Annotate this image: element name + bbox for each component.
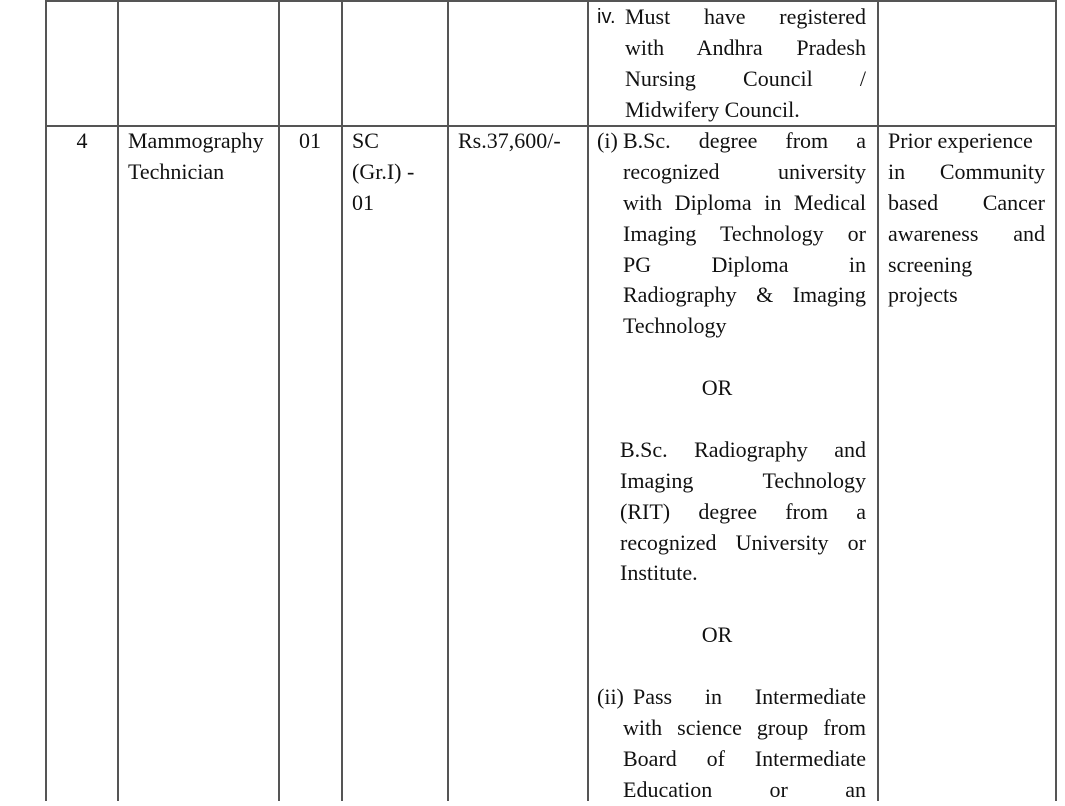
column-border [341,0,343,801]
text-line: PG Diploma in [623,251,866,277]
text-line: Prior experience [888,128,1033,153]
text-line: B.Sc. Radiography and [620,436,866,462]
experience-cell [888,126,1045,311]
post-name-line: Mammography [128,128,264,153]
list-marker: (i) [597,128,618,153]
post-name-line: Technician [128,158,225,184]
text-line: B.Sc. degree from a [623,128,866,153]
text-line: Imaging Technology or [623,220,866,246]
text-line: Board of Intermediate [623,745,866,771]
or-text: OR [701,622,733,648]
text-line: recognized University or [620,529,866,555]
text-line: based Cancer [888,189,1045,215]
reservation-cell [352,126,447,219]
reservation-line: 01 [352,189,374,215]
reservation-line: SC [352,128,379,153]
text-line: Education or an [623,776,866,802]
column-border [587,0,589,801]
list-marker: (ii) [597,684,624,710]
text-line: Radiography & Imaging [623,282,866,308]
text-line: Nursing Council / [625,65,866,91]
text-line: Institute. [620,560,698,586]
text-line: awareness and [888,220,1045,246]
text-line: (RIT) degree from a [620,498,866,524]
text-line: Midwifery Council. [625,96,800,122]
text-line: in Community [888,158,1045,184]
table-top-border [45,0,1056,2]
text-line: with science group from [623,714,866,740]
column-border [877,0,879,801]
column-border [278,0,280,801]
text-line: Imaging Technology [620,467,866,493]
column-border [45,0,47,801]
column-border [117,0,119,801]
post-name-cell [128,126,278,188]
text-line: Must have registered [625,4,866,29]
text-line: recognized university [623,158,866,184]
column-border [1055,0,1057,801]
text-line: screening [888,251,973,277]
or-separator [597,373,837,404]
text-line: with Diploma in Medical [623,189,866,215]
text-line: with Andhra Pradesh [625,34,866,60]
list-marker: iv. [597,6,616,28]
serial-number: 4 [76,128,88,153]
prev-qualification-cell [597,2,867,126]
text-line: Pass in Intermediate [633,684,866,710]
qualification-cell [597,126,867,806]
reservation-line: (Gr.I) - [352,158,415,184]
vacancies: 01 [299,128,321,153]
text-line: projects [888,282,958,308]
or-separator [597,620,837,651]
or-text: OR [701,375,733,401]
column-border [447,0,449,801]
salary: Rs.37,600/- [458,128,561,153]
text-line: Technology [623,313,727,339]
